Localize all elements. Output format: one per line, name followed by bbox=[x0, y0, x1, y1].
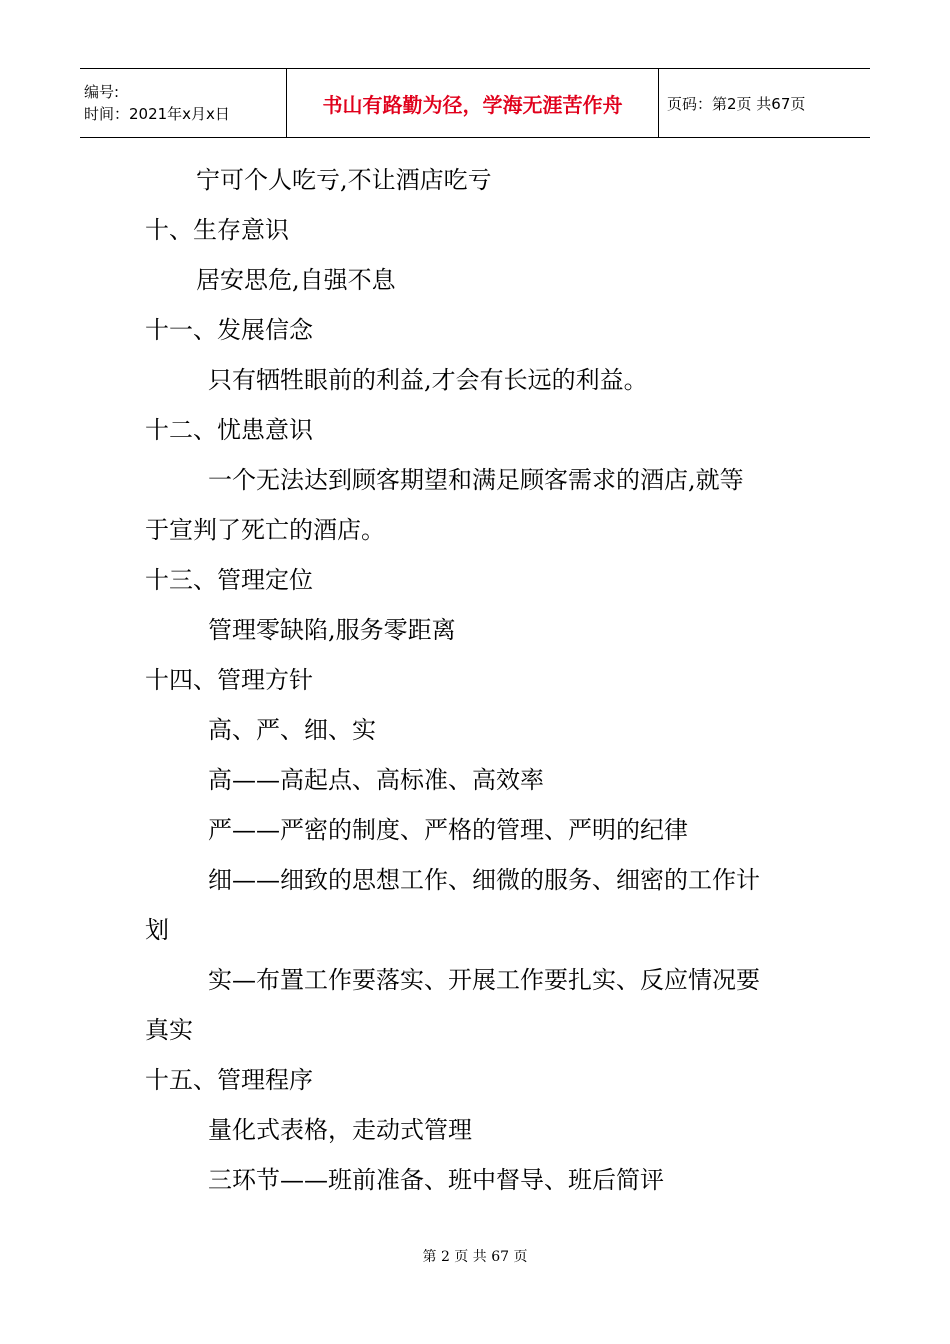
body-text: 高、严、细、实 bbox=[208, 716, 376, 744]
body-text: 居安思危,自强不息 bbox=[196, 266, 396, 294]
header-meta bbox=[80, 69, 287, 137]
section-heading: 十二、忧患意识 bbox=[145, 416, 313, 444]
section-heading: 十四、管理方针 bbox=[145, 666, 313, 694]
section-heading: 十五、管理程序 bbox=[145, 1066, 313, 1094]
section-heading: 十三、管理定位 bbox=[145, 566, 313, 594]
body-text: 划 bbox=[145, 916, 169, 944]
body-text: 细——细致的思想工作、细微的服务、细密的工作计 bbox=[208, 866, 760, 894]
time-label: 时间：2021年x月x日 bbox=[84, 105, 230, 123]
body-text: 宁可个人吃亏,不让酒店吃亏 bbox=[196, 166, 492, 194]
page-header bbox=[80, 68, 870, 138]
section-heading: 十、生存意识 bbox=[145, 216, 289, 244]
page-info-text: 页码：第2页 共67页 bbox=[667, 94, 806, 113]
header-motto bbox=[287, 69, 659, 137]
section-heading: 十一、发展信念 bbox=[145, 316, 313, 344]
body-text: 只有牺牲眼前的利益,才会有长远的利益。 bbox=[208, 366, 648, 394]
body-text: 量化式表格，走动式管理 bbox=[208, 1116, 472, 1144]
body-text: 管理零缺陷,服务零距离 bbox=[208, 616, 456, 644]
number-label: 编号: bbox=[84, 83, 120, 101]
body-text: 真实 bbox=[145, 1016, 193, 1044]
body-text: 于宣判了死亡的酒店。 bbox=[145, 516, 385, 544]
body-text: 三环节——班前准备、班中督导、班后简评 bbox=[208, 1166, 664, 1194]
body-text: 实—布置工作要落实、开展工作要扎实、反应情况要 bbox=[208, 966, 760, 994]
body-text: 严——严密的制度、严格的管理、严明的纪律 bbox=[208, 816, 688, 844]
header-page-info bbox=[659, 69, 870, 137]
body-text: 高——高起点、高标准、高效率 bbox=[208, 766, 544, 794]
body-text: 一个无法达到顾客期望和满足顾客需求的酒店,就等 bbox=[208, 466, 744, 494]
page-footer: 第 2 页 共 67 页 bbox=[422, 1249, 528, 1265]
motto-text: 书山有路勤为径，学海无涯苦作舟 bbox=[322, 92, 623, 117]
